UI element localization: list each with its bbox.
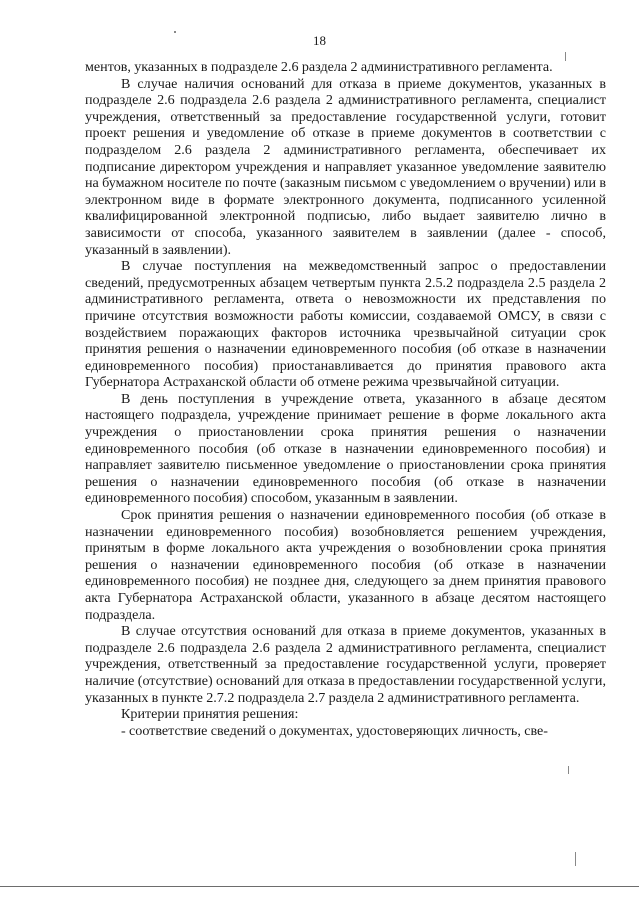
scan-mark [575,852,576,866]
page-number: 18 [313,33,326,48]
scan-mark [568,766,569,774]
paragraph-resumption: Срок принятия решения о назначении единовременного пособия (об отказе в назначении единовременного пособия) возобновляется решением учреждения, принятым в форме локального акта учреждения о возобновлении срока принятия решения о назначении единовременного пособия (об отказе в назначении единовременного пособия) не позднее дня, следующего за днем принятия правового акта Губернатора Астраханской области, указанного в абзаце десятом настоящего подраздела. [85,507,606,623]
paragraph-criteria-item: - соответствие сведений о документах, удостоверяющих личность, све- [121,722,548,739]
paragraph-refusal-grounds: В случае наличия оснований для отказа в приеме документов, указанных в подразделе 2.6 подраздела 2.6 раздела 2 административного регламента, специалист учреждения, ответственный за предоставление государственной услуги, готовит проект решения и уведомление об отказе в приеме документов в соответствии с подразделом 2.6 раздела 2 административного регламента, обеспечивает их подписание директором учреждения и направляет указанное уведомление заявителю на бумажном носителе по почте (заказным письмом с уведомлением о вручении) или в электронном виде в формате электронного документа, подписанного усиленной квалифицированной электронной подписью, либо выдает заявителю лично в зависимости от способа, указанного заявителем в заявлении (далее - способ, указанный в заявлении). [85,75,606,258]
paragraph-interagency-request: В случае поступления на межведомственный запрос о предоставлении сведений, предусмотренных абзацем четвертым пункта 2.5.2 подраздела 2.5 раздела 2 административного регламента, ответа о невозможности их представления по причине отсутствия возможности работы комиссии, создаваемой ОМСУ, в связи с воздействием поражающих факторов источника чрезвычайной ситуации срок принятия решения о назначении единовременного пособия (об отказе в назначении единовременного пособия) приостанавливается до принятия правового акта Губернатора Астраханской области об отмене режима чрезвычайной ситуации. [85,258,606,391]
body-text [85,59,606,739]
scan-edge-line [0,886,639,887]
paragraph-no-refusal-grounds: В случае отсутствия оснований для отказа в приеме документов, указанных в подразделе 2.6 подраздела 2.6 раздела 2 административного регламента, специалист учреждения, ответственный за предоставление государственной услуги, проверяет наличие (отсутствие) оснований для отказа в предоставлении государственной услуги, указанных в пункте 2.7.2 подраздела 2.7 раздела 2 административного регламента. [85,623,606,706]
paragraph-continuation: ментов, указанных в подразделе 2.6 раздела 2 административного регламента. [85,59,553,75]
paragraph-criteria-heading: Критерии принятия решения: [121,706,299,723]
scan-mark [174,31,176,33]
scan-mark [565,52,566,61]
paragraph-suspension-decision: В день поступления в учреждение ответа, указанного в абзаце десятом настоящего подраздела, учреждение принимает решение в форме локального акта учреждения о приостановлении срока принятия решения о назначении единовременного пособия (об отказе в назначении единовременного пособия) и направляет заявителю письменное уведомление о приостановлении срока принятия решения о назначении единовременного пособия (об отказе в назначении единовременного пособия) способом, указанным в заявлении. [85,390,606,507]
